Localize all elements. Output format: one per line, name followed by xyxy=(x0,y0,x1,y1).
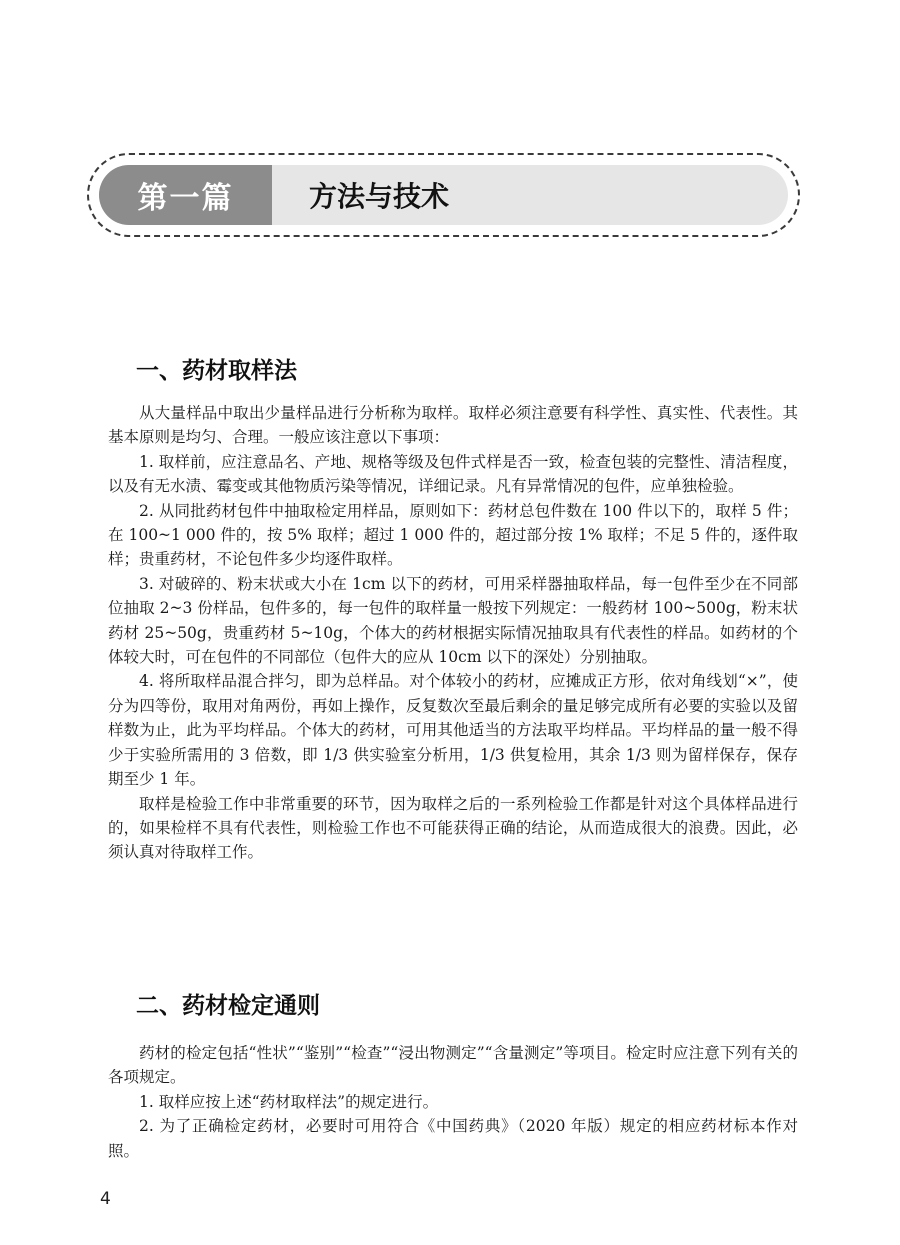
paragraph: 2. 从同批药材包件中抽取检定用样品，原则如下：药材总包件数在 100 件以下的，取样 5 件；在 100~1 000 件的，按 5% 取样；超过 1 000 件的，超过部分按 1% 取样；不足 5 件的，逐件取样；贵重药材，不论包件多少均逐件取样。 xyxy=(108,501,798,569)
paragraph: 1. 取样应按上述“药材取样法”的规定进行。 xyxy=(139,1092,439,1111)
paragraph: 4. 将所取样品混合拌匀，即为总样品。对个体较小的药材，应摊成正方形，依对角线划“×”，使分为四等份，取用对角两份，再如上操作，反复数次至最后剩余的量足够完成所有必要的实验以及留样数为止，此为平均样品。个体大的药材，可用其他适当的方法取平均样品。平均样品的量一般不得少于实验所需用的 3 倍数，即 1/3 供实验室分析用，1/3 供复检用，其余 1/3 则为留样保存，保存期至少 1 年。 xyxy=(108,672,798,789)
paragraph: 药材的检定包括“性状”“鉴别”“检查”“浸出物测定”“含量测定”等项目。检定时应注意下列有关的各项规定。 xyxy=(108,1044,798,1087)
paragraph: 从大量样品中取出少量样品进行分析称为取样。取样必须注意要有科学性、真实性、代表性。其基本原则是均匀、合理。一般应该注意以下事项： xyxy=(108,404,798,447)
section-heading-general-rules: 二、药材检定通则 xyxy=(136,993,320,1019)
page-number: 4 xyxy=(100,1189,111,1209)
part-title: 方法与技术 xyxy=(309,180,450,213)
section-body-general-rules xyxy=(108,1041,798,1163)
paragraph: 2. 为了正确检定药材，必要时可用符合《中国药典》（2020 年版）规定的相应药材标本作对照。 xyxy=(108,1117,798,1160)
section-heading-sampling: 一、药材取样法 xyxy=(136,358,297,384)
paragraph: 1. 取样前，应注意品名、产地、规格等级及包件式样是否一致，检查包装的完整性、清洁程度，以及有无水渍、霉变或其他物质污染等情况，详细记录。凡有异常情况的包件，应单独检验。 xyxy=(108,452,798,496)
part-banner-inner xyxy=(99,165,788,225)
paragraph: 取样是检验工作中非常重要的环节，因为取样之后的一系列检验工作都是针对这个具体样品进行的，如果检样不具有代表性，则检验工作也不可能获得正确的结论，从而造成很大的浪费。因此，必须认真对待取样工作。 xyxy=(108,794,798,862)
section-body-sampling xyxy=(108,401,798,865)
part-label: 第一篇 xyxy=(99,165,272,225)
paragraph: 3. 对破碎的、粉末状或大小在 1cm 以下的药材，可用采样器抽取样品，每一包件至少在不同部位抽取 2~3 份样品，包件多的，每一包件的取样量一般按下列规定：一般药材 100~500g，粉末状药材 25~50g，贵重药材 5~10g，个体大的药材根据实际情况抽取具有代表性的样品。如药材的个体较大时，可在包件的不同部位（包件大的应从 10cm 以下的深处）分别抽取。 xyxy=(108,574,798,667)
part-banner xyxy=(87,153,800,237)
